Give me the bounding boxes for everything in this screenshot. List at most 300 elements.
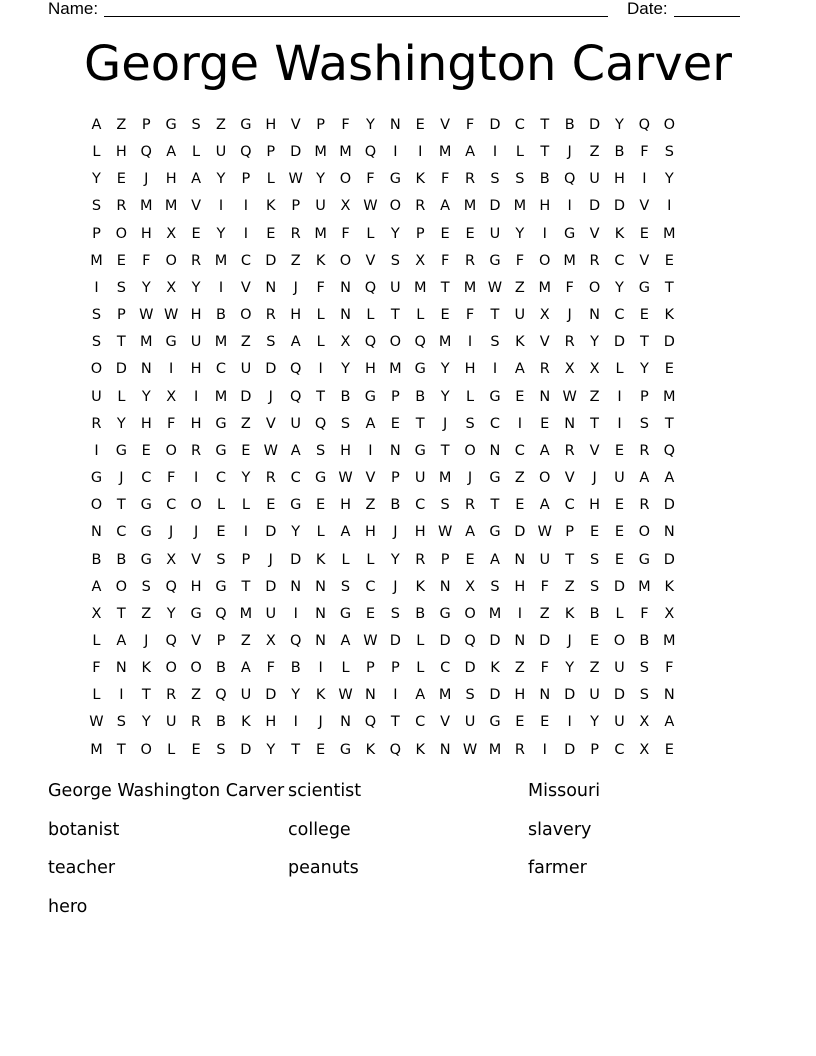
grid-letter[interactable]: D [489,632,501,649]
grid-letter[interactable]: J [318,714,323,731]
grid-letter[interactable]: Y [141,388,151,405]
grid-letter[interactable]: D [613,578,626,595]
grid-letter[interactable]: K [315,687,326,704]
grid-letter[interactable]: M [314,144,327,161]
grid-letter[interactable]: I [218,279,224,296]
grid-letter[interactable]: U [414,470,426,487]
grid-letter[interactable]: P [141,117,151,133]
grid-letter[interactable]: N [364,687,376,704]
grid-letter[interactable]: O [389,198,402,215]
grid-letter[interactable]: A [415,687,426,704]
grid-letter[interactable]: P [390,388,400,405]
grid-letter[interactable]: X [539,307,550,324]
grid-letter[interactable]: G [489,470,501,487]
grid-letter[interactable]: X [639,714,650,731]
grid-letter[interactable]: Z [514,660,525,677]
grid-letter[interactable]: Y [291,524,301,541]
grid-letter[interactable]: T [390,714,400,731]
grid-letter[interactable]: I [318,660,323,677]
grid-letter[interactable]: V [564,470,575,487]
grid-letter[interactable]: F [167,470,176,487]
grid-letter[interactable]: Z [216,117,226,133]
grid-letter[interactable]: Q [364,334,377,351]
grid-letter[interactable]: V [639,198,650,215]
grid-letter[interactable]: E [365,605,375,622]
grid-letter[interactable]: A [639,470,650,487]
grid-letter[interactable]: D [265,252,277,269]
grid-letter[interactable]: L [615,361,624,378]
grid-letter[interactable]: P [241,551,251,568]
grid-letter[interactable]: G [290,497,302,514]
grid-letter[interactable]: E [614,497,625,514]
grid-letter[interactable]: K [141,660,152,677]
grid-letter[interactable]: E [241,442,251,459]
grid-letter[interactable]: T [116,497,126,514]
grid-letter[interactable]: N [539,388,551,405]
grid-letter[interactable]: M [638,578,651,595]
grid-letter[interactable]: D [588,198,601,215]
grid-letter[interactable]: I [418,144,423,161]
grid-letter[interactable]: N [514,551,526,568]
grid-letter[interactable]: O [464,605,476,622]
grid-letter[interactable]: H [115,144,127,161]
grid-letter[interactable]: M [339,144,352,161]
grid-letter[interactable]: S [664,144,674,161]
grid-letter[interactable]: J [268,551,273,568]
grid-letter[interactable]: C [240,252,251,269]
grid-letter[interactable]: N [340,714,351,731]
grid-letter[interactable]: X [639,741,650,758]
grid-letter[interactable]: Q [314,415,327,432]
grid-letter[interactable]: Z [290,252,301,269]
grid-letter[interactable]: A [465,524,475,541]
grid-letter[interactable]: G [638,551,651,568]
grid-letter[interactable]: V [639,252,650,269]
grid-letter[interactable]: A [91,578,102,595]
grid-letter[interactable]: R [539,361,550,378]
grid-letter[interactable]: O [613,632,626,649]
grid-letter[interactable]: S [91,307,102,324]
grid-letter[interactable]: G [489,714,501,731]
grid-letter[interactable]: M [488,741,502,758]
grid-letter[interactable]: G [140,524,152,541]
grid-letter[interactable]: M [389,361,402,378]
grid-letter[interactable]: Z [240,632,251,649]
grid-letter[interactable]: D [514,524,526,541]
grid-letter[interactable]: S [465,415,475,432]
grid-letter[interactable]: R [564,334,575,351]
grid-letter[interactable]: R [166,687,177,704]
grid-letter[interactable]: E [614,551,625,568]
grid-letter[interactable]: M [438,687,452,704]
grid-letter[interactable]: D [265,361,277,378]
grid-letter[interactable]: L [416,632,425,649]
grid-letter[interactable]: U [290,415,302,432]
grid-letter[interactable]: Q [215,605,227,622]
grid-letter[interactable]: B [116,551,127,568]
grid-letter[interactable]: Y [116,415,126,432]
grid-letter[interactable]: G [314,470,327,487]
grid-letter[interactable]: N [439,578,451,595]
grid-letter[interactable]: Y [316,171,326,188]
grid-letter[interactable]: D [439,632,451,649]
grid-letter[interactable]: R [415,198,426,215]
grid-letter[interactable]: X [166,551,177,568]
grid-letter[interactable]: W [288,171,303,188]
grid-letter[interactable]: L [466,388,475,405]
grid-letter[interactable]: T [116,605,126,622]
grid-letter[interactable]: Q [289,632,302,649]
grid-letter[interactable]: K [266,198,276,215]
grid-letter[interactable]: B [639,632,650,649]
grid-letter[interactable]: Y [565,660,575,677]
grid-letter[interactable]: B [415,605,426,622]
grid-letter[interactable]: X [465,578,476,595]
grid-letter[interactable]: T [490,307,500,324]
grid-letter[interactable]: D [265,687,277,704]
grid-letter[interactable]: V [365,252,376,269]
grid-letter[interactable]: A [340,524,351,541]
grid-letter[interactable]: C [166,497,177,514]
grid-letter[interactable]: J [144,171,149,188]
grid-letter[interactable]: O [339,171,352,188]
grid-letter[interactable]: L [241,497,250,514]
grid-letter[interactable]: D [613,198,626,215]
grid-letter[interactable]: C [215,470,227,487]
grid-letter[interactable]: E [515,497,525,514]
grid-letter[interactable]: E [266,225,276,242]
grid-letter[interactable]: X [166,279,177,296]
grid-letter[interactable]: D [489,117,501,133]
grid-letter[interactable]: I [642,171,647,188]
grid-letter[interactable]: E [440,225,450,242]
grid-letter[interactable]: W [363,632,378,649]
grid-letter[interactable]: W [263,442,278,459]
grid-letter[interactable]: Z [240,415,251,432]
grid-letter[interactable]: Y [266,741,276,758]
grid-letter[interactable]: U [514,307,526,324]
grid-letter[interactable]: B [614,144,625,161]
grid-letter[interactable]: D [663,334,675,351]
grid-letter[interactable]: F [266,660,275,677]
grid-letter[interactable]: I [218,198,224,215]
grid-letter[interactable]: M [513,198,527,215]
grid-letter[interactable]: L [92,632,101,649]
grid-letter[interactable]: U [190,334,202,351]
grid-letter[interactable]: I [542,741,547,758]
grid-letter[interactable]: L [341,551,350,568]
grid-letter[interactable]: G [489,388,501,405]
grid-letter[interactable]: E [664,252,674,269]
grid-letter[interactable]: H [414,524,426,541]
grid-letter[interactable]: J [443,415,448,432]
grid-letter[interactable]: U [240,361,252,378]
grid-letter[interactable]: S [639,687,649,704]
grid-letter[interactable]: O [140,741,152,758]
grid-letter[interactable]: F [341,117,350,133]
grid-letter[interactable]: I [243,524,249,541]
grid-letter[interactable]: M [488,605,502,622]
grid-letter[interactable]: A [240,660,251,677]
grid-letter[interactable]: V [191,551,202,568]
grid-letter[interactable]: F [465,307,475,324]
grid-letter[interactable]: U [91,388,102,405]
grid-letter[interactable]: Y [216,171,226,188]
grid-letter[interactable]: M [90,741,103,758]
grid-letter[interactable]: S [340,415,351,432]
grid-letter[interactable]: V [240,279,251,296]
grid-letter[interactable]: Y [440,361,450,378]
grid-letter[interactable]: I [169,361,174,378]
grid-letter[interactable]: M [90,252,103,269]
grid-letter[interactable]: W [537,524,552,541]
grid-letter[interactable]: N [340,307,351,324]
grid-letter[interactable]: R [265,307,276,324]
grid-letter[interactable]: H [364,524,376,541]
grid-letter[interactable]: P [590,741,599,758]
grid-letter[interactable]: H [190,415,202,432]
grid-letter[interactable]: T [639,334,649,351]
grid-letter[interactable]: D [389,632,401,649]
grid-letter[interactable]: U [240,687,252,704]
grid-letter[interactable]: F [167,415,176,432]
grid-letter[interactable]: C [290,470,301,487]
grid-letter[interactable]: O [165,660,177,677]
grid-letter[interactable]: R [639,497,650,514]
grid-letter[interactable]: N [663,524,675,541]
grid-letter[interactable]: I [368,442,373,459]
grid-letter[interactable]: N [389,117,401,133]
grid-letter[interactable]: V [191,198,202,215]
grid-letter[interactable]: R [589,252,600,269]
grid-letter[interactable]: L [366,225,375,242]
grid-letter[interactable]: M [214,388,228,405]
grid-letter[interactable]: R [116,198,127,215]
grid-letter[interactable]: M [538,279,552,296]
grid-letter[interactable]: Q [638,117,651,133]
grid-letter[interactable]: I [617,388,622,405]
grid-letter[interactable]: Z [564,578,575,595]
grid-letter[interactable]: P [316,117,325,133]
grid-letter[interactable]: O [240,307,252,324]
grid-letter[interactable]: K [241,714,251,731]
grid-letter[interactable]: Y [664,171,674,188]
grid-letter[interactable]: N [439,741,451,758]
grid-letter[interactable]: Q [165,632,177,649]
grid-letter[interactable]: F [540,660,549,677]
grid-letter[interactable]: K [490,660,500,677]
grid-letter[interactable]: P [241,171,251,188]
grid-letter[interactable]: A [166,144,177,161]
grid-letter[interactable]: O [165,252,177,269]
grid-letter[interactable]: H [290,307,302,324]
grid-letter[interactable]: W [363,198,378,215]
grid-letter[interactable]: P [640,388,649,405]
grid-letter[interactable]: E [191,225,201,242]
grid-letter[interactable]: H [190,307,202,324]
grid-letter[interactable]: S [589,551,600,568]
grid-letter[interactable]: N [265,279,277,296]
grid-letter[interactable]: I [393,687,398,704]
grid-letter[interactable]: J [268,388,273,405]
grid-letter[interactable]: Q [563,171,576,188]
grid-letter[interactable]: M [463,198,477,215]
grid-letter[interactable]: P [390,660,400,677]
grid-letter[interactable]: F [665,660,674,677]
grid-letter[interactable]: I [94,442,99,459]
grid-letter[interactable]: C [489,415,501,432]
grid-letter[interactable]: A [489,551,500,568]
grid-letter[interactable]: G [439,605,451,622]
grid-letter[interactable]: E [639,307,649,324]
grid-letter[interactable]: L [416,660,425,677]
grid-letter[interactable]: L [117,388,126,405]
grid-letter[interactable]: E [589,632,600,649]
grid-letter[interactable]: Q [240,144,252,161]
grid-letter[interactable]: I [492,361,498,378]
grid-letter[interactable]: L [92,687,101,704]
grid-letter[interactable]: S [316,442,326,459]
grid-letter[interactable]: C [564,497,575,514]
grid-letter[interactable]: F [366,171,375,188]
grid-letter[interactable]: G [165,117,177,133]
grid-letter[interactable]: G [389,171,401,188]
grid-letter[interactable]: L [316,307,325,324]
grid-letter[interactable]: W [437,524,453,541]
grid-letter[interactable]: K [365,741,376,758]
grid-letter[interactable]: W [139,307,154,324]
grid-letter[interactable]: D [265,578,277,595]
grid-letter[interactable]: M [140,334,153,351]
grid-letter[interactable]: A [465,144,475,161]
grid-letter[interactable]: L [366,551,375,568]
grid-letter[interactable]: G [140,551,152,568]
grid-letter[interactable]: S [589,578,600,595]
grid-letter[interactable]: U [165,714,177,731]
grid-letter[interactable]: L [515,144,524,161]
grid-letter[interactable]: U [614,660,625,677]
grid-letter[interactable]: B [564,117,575,133]
grid-letter[interactable]: D [539,632,551,649]
grid-letter[interactable]: S [91,198,102,215]
grid-letter[interactable]: V [290,117,301,133]
grid-letter[interactable]: O [389,334,402,351]
grid-letter[interactable]: R [564,442,575,459]
grid-letter[interactable]: B [539,171,550,188]
grid-letter[interactable]: E [390,415,400,432]
grid-letter[interactable]: J [467,470,473,487]
grid-letter[interactable]: W [562,388,577,405]
grid-letter[interactable]: A [365,415,376,432]
grid-letter[interactable]: X [340,334,351,351]
grid-letter[interactable]: N [315,632,327,649]
grid-letter[interactable]: E [440,307,450,324]
grid-letter[interactable]: H [464,361,476,378]
grid-letter[interactable]: L [266,171,275,188]
grid-letter[interactable]: R [465,252,476,269]
grid-letter[interactable]: X [166,388,177,405]
grid-letter[interactable]: K [315,551,326,568]
grid-letter[interactable]: S [116,279,126,296]
grid-letter[interactable]: R [191,442,202,459]
grid-letter[interactable]: A [664,470,675,487]
grid-letter[interactable]: U [390,279,401,296]
grid-letter[interactable]: U [539,551,551,568]
grid-letter[interactable]: F [565,279,574,296]
grid-letter[interactable]: G [240,117,252,133]
grid-letter[interactable]: C [614,741,625,758]
grid-letter[interactable]: A [514,361,525,378]
grid-letter[interactable]: H [364,361,376,378]
grid-letter[interactable]: C [365,578,376,595]
grid-letter[interactable]: K [564,605,575,622]
grid-letter[interactable]: S [639,660,649,677]
grid-letter[interactable]: I [567,198,572,215]
grid-letter[interactable]: E [116,252,126,269]
grid-letter[interactable]: D [489,687,501,704]
grid-letter[interactable]: G [364,388,377,405]
grid-letter[interactable]: H [140,225,152,242]
grid-letter[interactable]: S [266,334,276,351]
grid-letter[interactable]: U [489,225,501,242]
grid-letter[interactable]: M [140,198,153,215]
grid-letter[interactable]: Z [589,144,600,161]
grid-letter[interactable]: W [89,714,104,731]
grid-letter[interactable]: M [463,279,477,296]
grid-letter[interactable]: L [167,741,176,758]
grid-letter[interactable]: M [438,144,452,161]
grid-letter[interactable]: N [564,415,576,432]
grid-letter[interactable]: A [340,632,351,649]
grid-letter[interactable]: L [366,307,375,324]
grid-letter[interactable]: U [464,714,476,731]
grid-letter[interactable]: H [340,442,351,459]
grid-letter[interactable]: R [465,171,476,188]
grid-letter[interactable]: S [515,171,525,188]
grid-letter[interactable]: I [119,687,124,704]
grid-letter[interactable]: N [663,687,675,704]
grid-letter[interactable]: D [240,388,252,405]
grid-letter[interactable]: I [667,198,672,215]
grid-letter[interactable]: O [539,252,551,269]
grid-letter[interactable]: E [465,225,475,242]
grid-letter[interactable]: Y [390,225,400,242]
grid-letter[interactable]: B [216,660,226,677]
grid-letter[interactable]: D [240,741,252,758]
grid-letter[interactable]: H [514,578,526,595]
grid-letter[interactable]: E [515,714,525,731]
grid-letter[interactable]: X [91,605,102,622]
grid-letter[interactable]: O [190,497,202,514]
grid-letter[interactable]: I [243,225,249,242]
grid-letter[interactable]: T [590,415,599,432]
grid-letter[interactable]: W [487,279,503,296]
grid-letter[interactable]: G [414,361,426,378]
grid-letter[interactable]: K [415,741,425,758]
grid-letter[interactable]: J [567,632,572,649]
grid-letter[interactable]: N [290,578,302,595]
grid-letter[interactable]: U [614,470,625,487]
grid-letter[interactable]: D [663,551,675,568]
grid-letter[interactable]: M [663,388,676,405]
grid-letter[interactable]: O [464,442,476,459]
grid-letter[interactable]: N [340,279,351,296]
grid-letter[interactable]: J [393,578,398,595]
grid-letter[interactable]: P [92,225,101,242]
grid-letter[interactable]: X [265,632,276,649]
grid-letter[interactable]: W [462,741,478,758]
grid-letter[interactable]: I [318,361,323,378]
